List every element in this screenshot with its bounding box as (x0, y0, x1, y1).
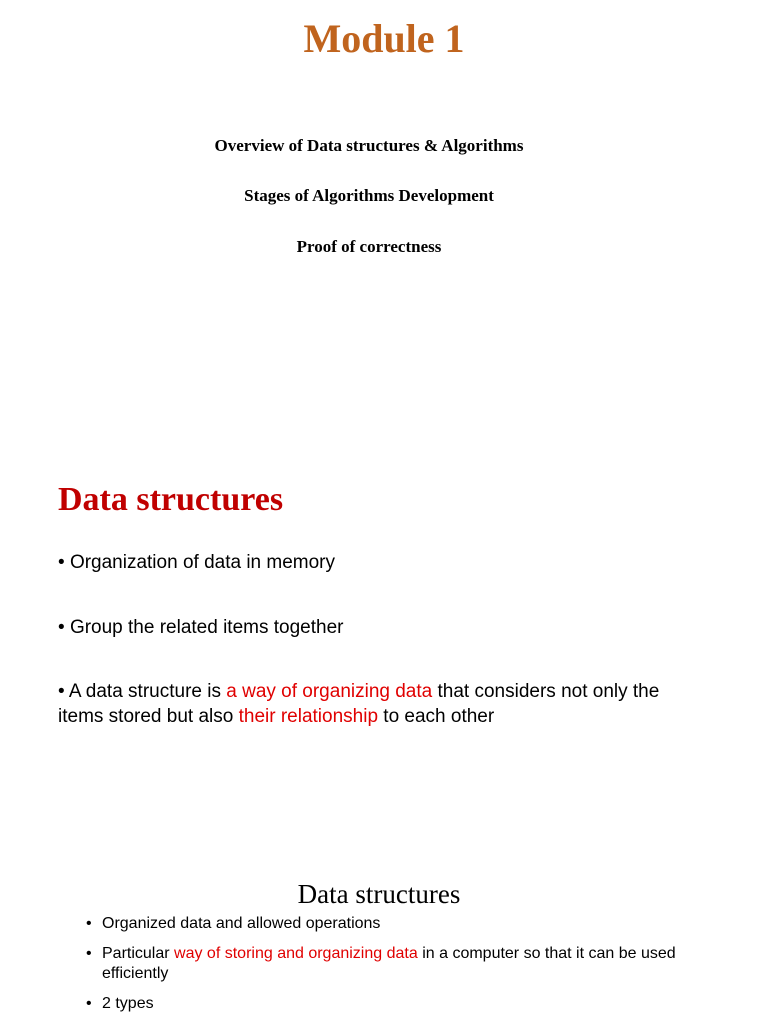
bullet-marker: • (86, 945, 92, 962)
module-title: Module 1 (303, 16, 465, 61)
topic-stages: Stages of Algorithms Development (244, 186, 494, 205)
highlight-organizing-data: a way of organizing data (226, 681, 433, 702)
bullet-marker: • (58, 617, 65, 638)
highlight-storing-organizing: way of storing and organizing data (174, 945, 418, 962)
item-text: Organized data and allowed operations (102, 915, 381, 932)
bullet-marker: • (58, 681, 65, 702)
bullet-marker: • (86, 915, 92, 932)
bullet-marker: • (58, 552, 65, 573)
definition-text-1: A data structure is (68, 681, 227, 702)
list-item (84, 944, 684, 984)
slide-heading: Data structures (58, 481, 284, 518)
item-text-2: in a computer so that it can be used efficiently (102, 945, 676, 982)
definition-text-2: that considers not only the items stored but also (58, 681, 660, 727)
topic-overview: Overview of Data structures & Algorithms (214, 136, 524, 155)
bullet-marker: • (86, 995, 92, 1012)
slide-module-overview (0, 0, 768, 300)
slide-heading: Data structures (297, 879, 461, 909)
definition-text-3: to each other (378, 706, 495, 727)
item-text: 2 types (102, 995, 154, 1012)
highlight-relationship: their relationship (238, 706, 379, 727)
bullet-definition (58, 679, 708, 729)
topic-proof: Proof of correctness (296, 237, 442, 256)
item-text-1: Particular (102, 945, 175, 962)
bullet-organization (58, 550, 708, 575)
slide-data-structures-definition (0, 470, 768, 770)
bullet-text: Organization of data in memory (69, 552, 336, 573)
slide-data-structures-types (0, 870, 768, 1024)
list-item (84, 994, 684, 1014)
bullet-group (58, 615, 708, 640)
bullet-list (84, 914, 684, 1024)
list-item (84, 914, 684, 934)
bullet-text: Group the related items together (69, 617, 344, 638)
